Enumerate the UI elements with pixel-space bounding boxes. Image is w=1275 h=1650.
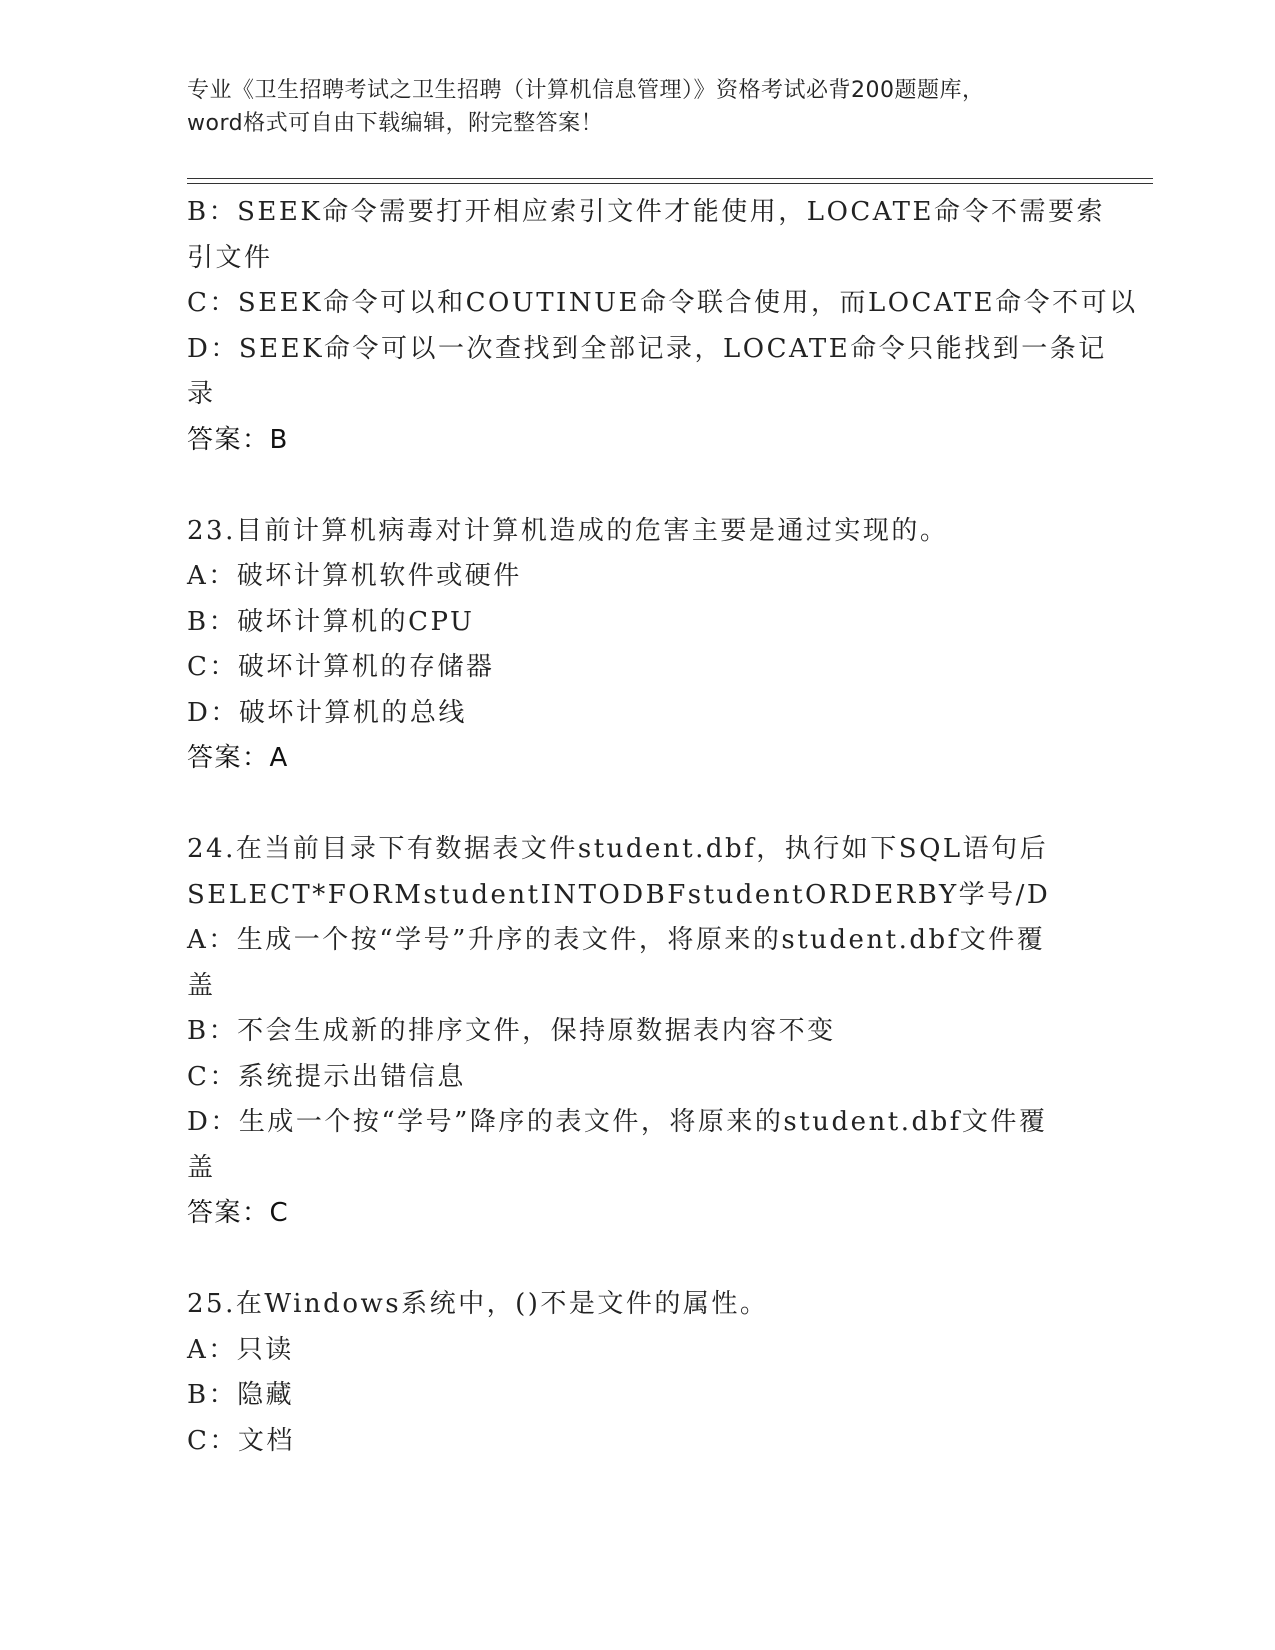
- question-spacer: [187, 463, 1087, 509]
- question-23: [187, 509, 1087, 782]
- question-spacer: [187, 782, 1087, 828]
- q22-option-d-continued: 录: [187, 379, 216, 409]
- q24-answer: 答案：C: [187, 1198, 290, 1228]
- q24-option-b: B：不会生成新的排序文件，保持原数据表内容不变: [187, 1016, 836, 1046]
- header-title-line-1: 专业《卫生招聘考试之卫生招聘（计算机信息管理）》资格考试必背200题题库，: [187, 78, 985, 103]
- q23-option-b: B：破坏计算机的CPU: [187, 606, 475, 637]
- header-divider-bottom: [187, 183, 1153, 184]
- q24-option-c: C：系统提示出错信息: [187, 1061, 466, 1092]
- q23-answer: 答案：A: [187, 743, 289, 773]
- question-spacer: [187, 1237, 1087, 1283]
- q23-question-text: 23.目前计算机病毒对计算机造成的危害主要是通过实现的。: [187, 515, 949, 546]
- page-header: [187, 74, 1087, 140]
- q23-option-d: D：破坏计算机的总线: [187, 697, 467, 728]
- q25-option-c: C：文档: [187, 1425, 295, 1456]
- q24-option-a-continued: 盖: [187, 970, 216, 1001]
- q24-question-text: 24.在当前目录下有数据表文件student.dbf，执行如下SQL语句后: [187, 834, 1049, 864]
- q23-option-c: C：破坏计算机的存储器: [187, 652, 495, 682]
- q22-answer: 答案：B: [187, 424, 289, 455]
- q25-option-b: B：隐藏: [187, 1380, 295, 1410]
- q24-option-d: D：生成一个按“学号”降序的表文件，将原来的student.dbf文件覆: [187, 1107, 1048, 1137]
- header-divider-top: [187, 178, 1153, 179]
- q24-option-a: A：生成一个按“学号”升序的表文件，将原来的student.dbf文件覆: [187, 925, 1046, 955]
- question-22-tail: [187, 190, 1138, 463]
- q22-option-b-continued: 引文件: [187, 242, 273, 273]
- question-25: [187, 1282, 1087, 1464]
- q22-option-b: B：SEEK命令需要打开相应索引文件才能使用，LOCATE命令不需要索: [187, 197, 1105, 227]
- q25-option-a: A：只读: [187, 1334, 294, 1365]
- q22-option-c: C：SEEK命令可以和COUTINUE命令联合使用，而LOCATE命令不可以: [187, 288, 1138, 318]
- question-list: [187, 190, 1138, 1464]
- q25-question-text: 25.在Windows系统中，()不是文件的属性。: [187, 1289, 769, 1319]
- q24-option-d-continued: 盖: [187, 1152, 216, 1183]
- q23-option-a: A：破坏计算机软件或硬件: [187, 561, 522, 591]
- q24-question-sql: SELECT*FORMstudentINTODBFstudentORDERBY学号/D: [187, 879, 1051, 910]
- header-title-line-2: word格式可自由下载编辑，附完整答案！: [187, 111, 604, 136]
- q22-option-d: D：SEEK命令可以一次查找到全部记录，LOCATE命令只能找到一条记: [187, 333, 1107, 364]
- question-24: [187, 827, 1087, 1237]
